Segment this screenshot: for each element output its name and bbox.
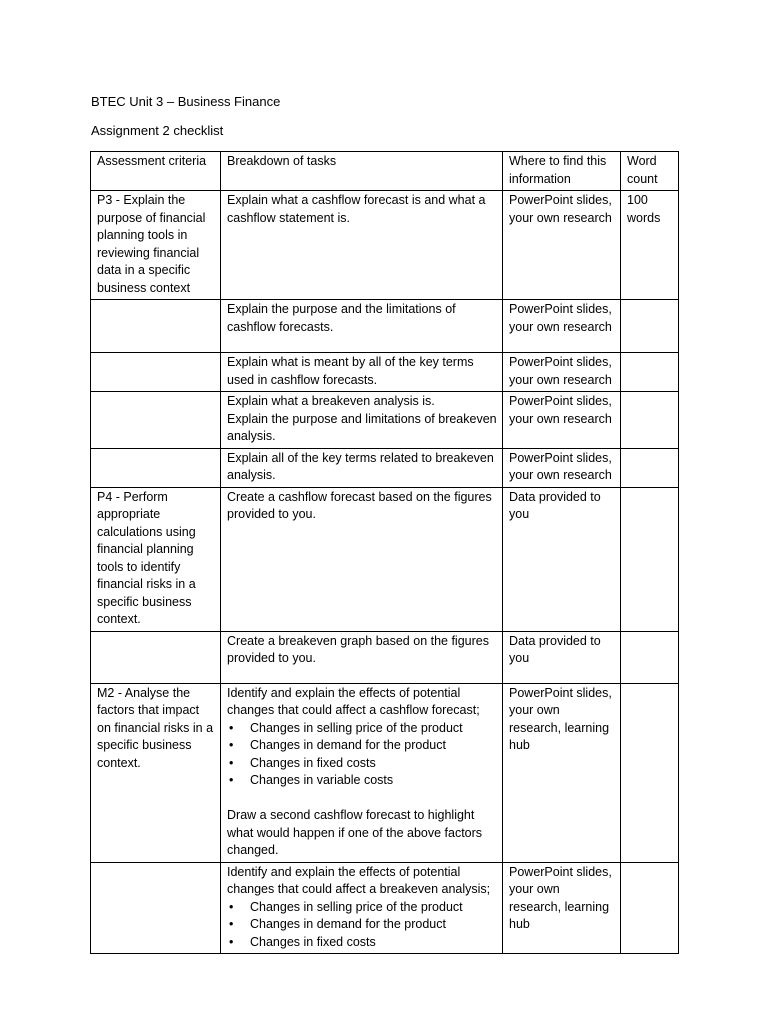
cell-where-to-find: PowerPoint slides, your own research, learning hub (503, 862, 621, 954)
bullet-list (227, 899, 497, 952)
cell-assessment-criteria: P4 - Perform appropriate calculations using financial planning tools to identify financial risks in a specific business context. (91, 487, 221, 631)
table-row (91, 300, 679, 353)
cell-assessment-criteria (91, 353, 221, 392)
header-breakdown-of-tasks: Breakdown of tasks (221, 152, 503, 191)
table-body (91, 191, 679, 954)
cell-word-count: 100 words (621, 191, 679, 300)
header-assessment-criteria: Assessment criteria (91, 152, 221, 191)
header-where-to-find: Where to find this information (503, 152, 621, 191)
task-text: Create a cashflow forecast based on the figures provided to you. (227, 489, 492, 521)
bullet-item: • Changes in fixed costs (227, 755, 497, 773)
cell-breakdown-of-tasks (221, 631, 503, 683)
table-row (91, 631, 679, 683)
cell-assessment-criteria (91, 862, 221, 954)
cell-where-to-find: PowerPoint slides, your own research (503, 353, 621, 392)
table-row (91, 487, 679, 631)
table-row (91, 862, 679, 954)
bullet-item: • Changes in demand for the product (227, 737, 497, 755)
task-text: Explain the purpose and the limitations of cashflow forecasts. (227, 302, 456, 334)
cell-breakdown-of-tasks (221, 448, 503, 487)
cell-word-count (621, 862, 679, 954)
task-text: Draw a second cashflow forecast to highlight what would happen if one of the above factors changed. (227, 808, 483, 857)
task-text: Explain the purpose and limitations of breakeven analysis. (227, 411, 497, 443)
cell-breakdown-of-tasks (221, 862, 503, 954)
cell-assessment-criteria (91, 448, 221, 487)
task-text: Explain what a breakeven analysis is. (227, 394, 435, 408)
task-text: Explain all of the key terms related to breakeven analysis. (227, 450, 494, 482)
cell-assessment-criteria: M2 - Analyse the factors that impact on financial risks in a specific business context. (91, 683, 221, 862)
checklist-table (90, 151, 679, 954)
cell-word-count (621, 392, 679, 449)
cell-where-to-find: PowerPoint slides, your own research (503, 300, 621, 353)
table-header-row (91, 152, 679, 191)
cell-assessment-criteria: P3 - Explain the purpose of financial planning tools in reviewing financial data in a specific business context (91, 191, 221, 300)
task-text: Explain what is meant by all of the key terms used in cashflow forecasts. (227, 355, 474, 387)
cell-where-to-find: Data provided to you (503, 487, 621, 631)
cell-assessment-criteria (91, 392, 221, 449)
table-row (91, 448, 679, 487)
task-text: Identify and explain the effects of potential changes that could affect a cashflow forecast; (227, 685, 480, 717)
bullet-item: • Changes in selling price of the product (227, 899, 497, 917)
document-subtitle: Assignment 2 checklist (91, 123, 224, 138)
cell-word-count (621, 300, 679, 353)
table-row (91, 683, 679, 862)
cell-word-count (621, 631, 679, 683)
cell-where-to-find: PowerPoint slides, your own research (503, 448, 621, 487)
cell-breakdown-of-tasks (221, 300, 503, 353)
cell-word-count (621, 353, 679, 392)
cell-breakdown-of-tasks (221, 353, 503, 392)
task-text: Explain what a cashflow forecast is and what a cashflow statement is. (227, 193, 486, 225)
cell-breakdown-of-tasks (221, 191, 503, 300)
bullet-item: • Changes in fixed costs (227, 934, 497, 952)
bullet-item: • Changes in selling price of the product (227, 720, 497, 738)
bullet-item: • Changes in variable costs (227, 772, 497, 790)
cell-where-to-find: PowerPoint slides, your own research (503, 392, 621, 449)
cell-assessment-criteria (91, 631, 221, 683)
cell-assessment-criteria (91, 300, 221, 353)
table-row (91, 353, 679, 392)
paragraph-gap (227, 790, 497, 808)
cell-where-to-find: PowerPoint slides, your own research, learning hub (503, 683, 621, 862)
cell-word-count (621, 448, 679, 487)
cell-where-to-find: Data provided to you (503, 631, 621, 683)
cell-breakdown-of-tasks (221, 683, 503, 862)
cell-breakdown-of-tasks (221, 392, 503, 449)
task-text: Identify and explain the effects of potential changes that could affect a breakeven analysis; (227, 864, 491, 896)
bullet-item: • Changes in demand for the product (227, 916, 497, 934)
document-title: BTEC Unit 3 – Business Finance (91, 94, 281, 109)
cell-where-to-find: PowerPoint slides, your own research (503, 191, 621, 300)
bullet-list (227, 720, 497, 790)
table-row (91, 191, 679, 300)
task-text: Create a breakeven graph based on the figures provided to you. (227, 633, 489, 665)
header-word-count: Word count (621, 152, 679, 191)
cell-breakdown-of-tasks (221, 487, 503, 631)
cell-word-count (621, 683, 679, 862)
cell-word-count (621, 487, 679, 631)
table-row (91, 392, 679, 449)
